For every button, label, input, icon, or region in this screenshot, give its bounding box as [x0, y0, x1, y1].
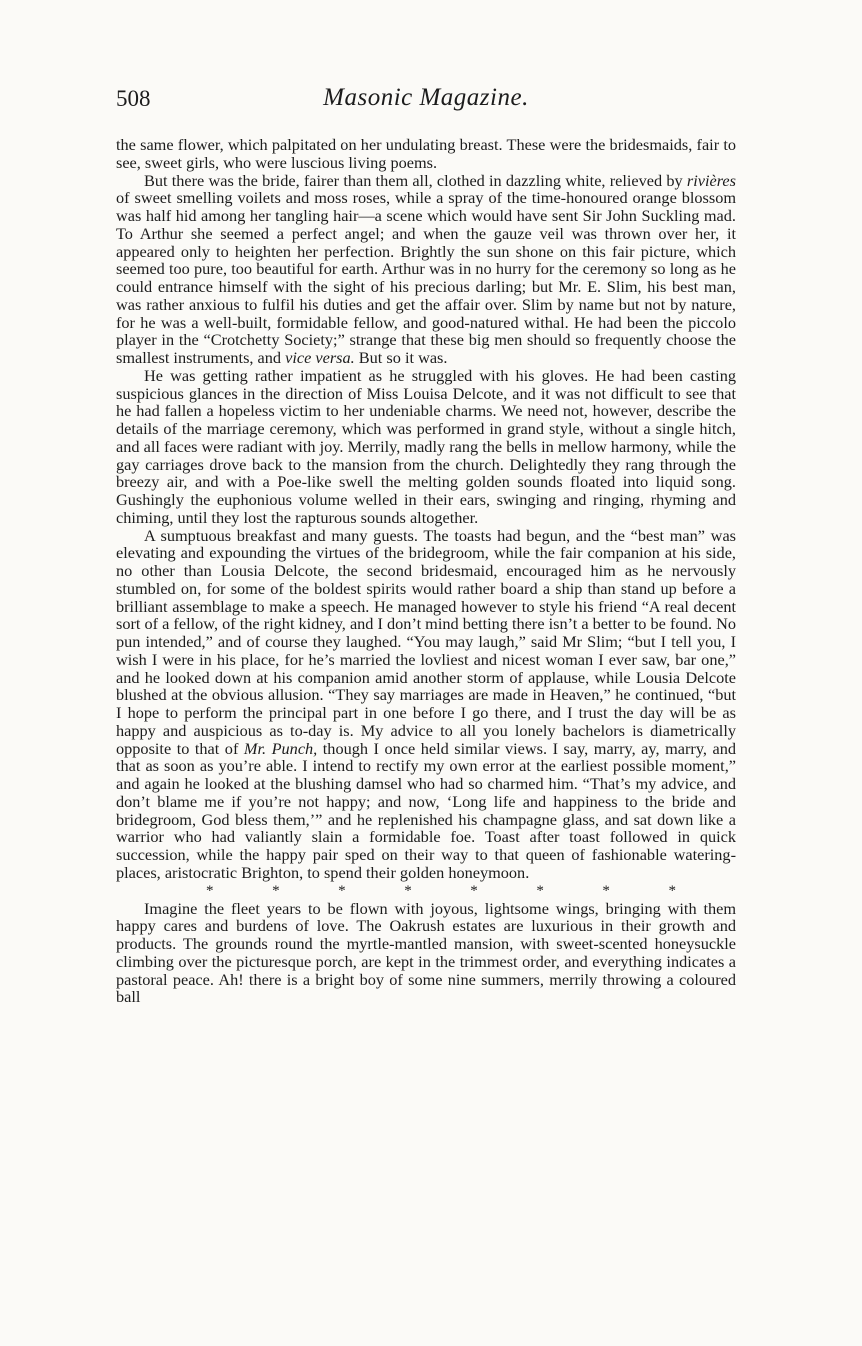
italic-phrase: Mr. Punch, [243, 738, 318, 758]
paragraph-text: A sumptuous breakfast and many guests. The toasts had begun, and the “best man” was elevating and expounding the virtues of the bridegroom, while the fair companion at his side, no other than Lousia Delcote, the second bridesmaid, encouraged him as he nervously stumbled on, for some of the boldest spirits would rather board a ship than stand up before a brilliant assemblage to make a speech. He managed however to style his friend “A real decent sort of a fellow, of the right kidney, and I don’t mind betting there isn’t a better to be found. No pun intended,” and of course they laughed. “You may laugh,” said Mr Slim; “but I tell you, I wish I were in his place, for he’s married the lovliest and nicest woman I ever saw, bar one,” and he looked down at his companion amid another storm of applause, while Lousia Delcote blushed at the obvious allusion. “They say marriages are made in Heaven,” he continued, “but I hope to perform the principal part in one before I go there, and I trust the day will be as happy and auspicious as to-day is. My advice to all you lonely bachelors is diametrically opposite to that of [116, 525, 736, 758]
star: * [470, 882, 478, 899]
article-body [116, 136, 736, 1006]
paragraph-text: though I once held similar views. I say, marry, ay, marry, and that as soon as you’re able. I intend to rectify my own error at the earliest possible moment,” and again he looked at the blushing damsel who had so charmed him. “That’s my advice, and don’t blame me if you’re not happy; and now, ‘Long life and happiness to the bride and bridegroom, God bless them,’” and he replenished his champagne glass, and sat down like a warrior who had valiantly slain a formidable foe. Toast after toast followed in quick succession, while the happy pair sped on their way to that queen of fashionable watering-places, aristocratic Brighton, to spend their golden honeymoon. [116, 738, 736, 882]
italic-phrase: rivières [686, 170, 736, 190]
star: * [602, 882, 610, 899]
paragraph-4 [116, 527, 736, 882]
paragraph-3 [116, 367, 736, 527]
paragraph-text: But there was the bride, fairer than them all, clothed in dazzling white, relieved by [144, 170, 687, 190]
page-header [116, 80, 736, 120]
section-break-stars [116, 882, 736, 900]
paragraph-2 [116, 172, 736, 367]
paragraph-text: of sweet smelling voilets and moss roses, while a spray of the time-honoured orange blossom was half hid among her tangling hair—a scene which would have sent Sir John Suckling mad. To Arthur she seemed a perfect angel; and when the gauze veil was thrown over her, it appeared only to heighten her perfection. Brightly the sun shone on this fair picture, which seemed too pure, too beautiful for earth. Arthur was in no hurry for the ceremony so long as he could entrance himself with the sight of his precious darling; but Mr. E. Slim, his best man, was rather anxious to fulfil his duties and get the affair over. Slim by name but not by nature, for he was a well-built, formidable fellow, and good-natured withal. He had been the piccolo player in the “Crotchetty Society;” strange that these big men should so frequently choose the smallest instruments, and [116, 188, 736, 367]
star: * [338, 882, 346, 899]
paragraph-text: Imagine the fleet years to be flown with joyous, lightsome wings, bringing with them happy cares and burdens of love. The Oakrush estates are luxurious in their growth and products. The grounds round the myrtle-mantled mansion, with sweet-scented honeysuckle climbing over the picturesque porch, are kept in the trimmest order, and everything indicates a pastoral peace. Ah! there is a bright boy of some nine summers, merrily throwing a coloured ball [116, 898, 736, 1007]
star: * [206, 882, 214, 899]
star: * [668, 882, 676, 899]
paragraph-text: But so it was. [354, 348, 448, 367]
star: * [404, 882, 412, 899]
paragraph-text: He was getting rather impatient as he struggled with his gloves. He had been casting suspicious glances in the direction of Miss Louisa Delcote, and it was not difficult to see that he had fallen a hopeless victim to her undeniable charms. We need not, however, describe the details of the marriage ceremony, which was performed in grand style, without a single hitch, and all faces were radiant with joy. Merrily, madly rang the bells in mellow harmony, while the gay carriages drove back to the mansion from the church. Delightedly they rang through the breezy air, and with a Poe-like swell the melting golden sounds floated into liquid song. Gushingly the euphonious volume welled in their ears, swinging and ringing, rhyming and chiming, until they lost the rapturous sounds altogether. [116, 365, 736, 527]
paragraph-text: the same flower, which palpitated on her undulating breast. These were the bridesmaids, fair to see, sweet girls, who were luscious living poems. [116, 135, 736, 172]
running-title: Masonic Magazine. [323, 84, 529, 111]
star: * [272, 882, 280, 899]
paragraph-1 [116, 136, 736, 172]
page-number: 508 [116, 86, 151, 111]
star: * [536, 882, 544, 899]
italic-phrase: vice versa. [285, 348, 355, 367]
paragraph-5 [116, 900, 736, 1007]
